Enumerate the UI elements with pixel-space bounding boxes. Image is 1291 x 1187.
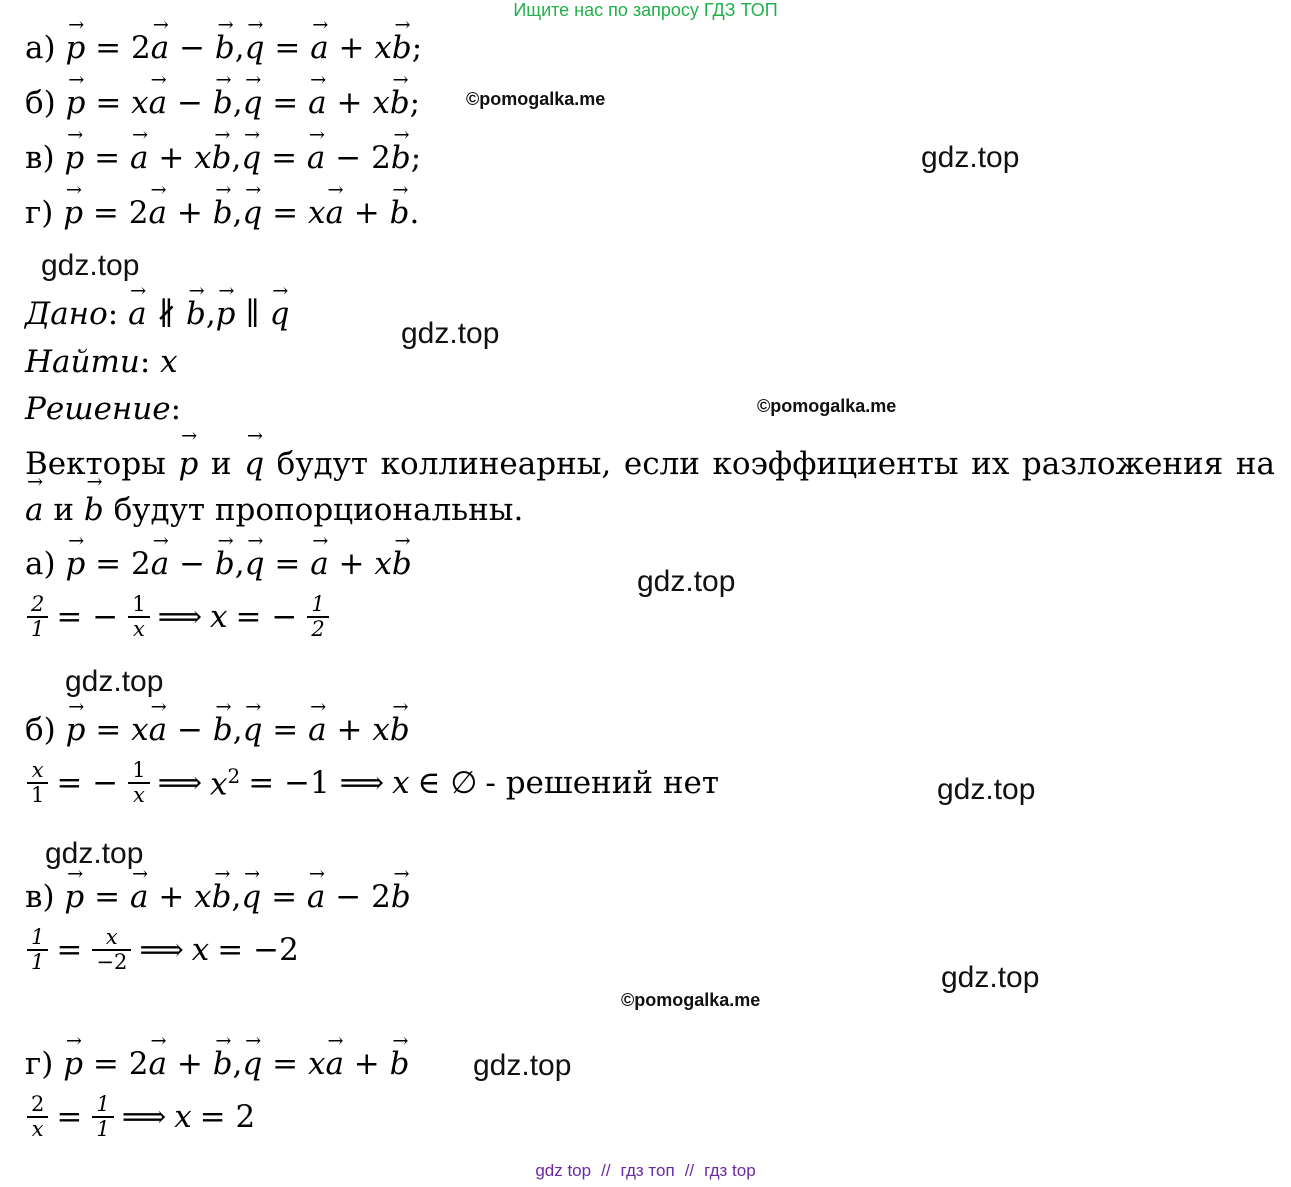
footer-link[interactable]: gdz top (535, 1161, 592, 1180)
paragraph-text: Векторы (25, 446, 166, 482)
footer-separator: // (684, 1161, 695, 1180)
solution-b-condition: б) p → = xa → − b →,q → = a → + xb → (25, 712, 410, 748)
find-line: Найти: x (25, 344, 178, 380)
condition-v-label: в) (25, 140, 55, 176)
pomogalka-watermark: ©pomogalka.me (466, 89, 606, 109)
gdz-watermark: gdz.top (65, 665, 164, 698)
solution-paragraph: Векторы p → и q → будут коллинеарны, если коэффициенты их разложения на a → и b → будут пропорциональны. (25, 441, 1275, 533)
footer-separator: // (601, 1161, 611, 1180)
solution-label: Решение (25, 391, 171, 427)
paragraph-text: и (53, 492, 75, 528)
gdz-watermark: gdz.top (41, 249, 140, 282)
gdz-watermark: gdz.top (921, 141, 1020, 174)
gdz-watermark: gdz.top (937, 773, 1036, 806)
footer-link[interactable]: гдз топ (620, 1161, 675, 1180)
gdz-watermark: gdz.top (637, 565, 736, 598)
find-label: Найти (25, 344, 140, 380)
gdz-watermark: gdz.top (401, 317, 500, 350)
solution-a-equation: $\frac{2}{1}$ = − $\frac{1}{x}$ ⟹ x = − $\frac{1}{2}$ (25, 593, 337, 641)
solution-g-condition: г) p → = 2a → + b →,q → = xa → + b → (25, 1046, 410, 1082)
solution-v-equation: $\frac{1}{1}$ = $\frac{x}{-2}$ ⟹ x = −2 (25, 926, 307, 974)
solution-a-label: а) (25, 546, 56, 582)
condition-v: в) p → = a → + xb →,q → = a → − 2b →; (25, 140, 421, 176)
solution-g-label: г) (25, 1046, 54, 1082)
gdz-watermark: gdz.top (45, 837, 144, 870)
condition-g: г) p → = 2a → + b →,q → = xa → + b →. (25, 195, 419, 231)
gdz-watermark: gdz.top (473, 1049, 572, 1082)
solution-b-label: б) (25, 712, 56, 748)
solution-v-label: в) (25, 879, 55, 915)
footer (0, 1161, 1291, 1181)
solution-b-equation: $\frac{x}{1}$ = − $\frac{1}{x}$ ⟹ $x^2$ = −1 ⟹ x ∈ ∅ - решений нет (25, 759, 727, 807)
paragraph-text: и (210, 446, 232, 482)
given-line: Дано: a → ∦ b →,p → ∥ q → (25, 296, 289, 332)
pomogalka-watermark: ©pomogalka.me (621, 990, 761, 1010)
footer-link[interactable]: гдз top (704, 1161, 756, 1180)
solution-v-condition: в) p → = a → + xb →,q → = a → − 2b → (25, 879, 411, 915)
condition-b-label: б) (25, 85, 56, 121)
top-banner: Ищите нас по запросу ГДЗ ТОП (513, 0, 778, 20)
condition-a: а) p → = 2a → − b →,q → = a → + xb →; (25, 30, 422, 66)
paragraph-text: будут коллинеарны, если коэффициенты их разложения на (276, 446, 1275, 482)
solution-g-equation: $\frac{2}{x}$ = $\frac{1}{1}$ ⟹ x = 2 (25, 1093, 263, 1141)
solution-a-condition: а) p → = 2a → − b →,q → = a → + xb → (25, 546, 412, 582)
paragraph-text: будут пропорциональны. (113, 492, 524, 528)
condition-a-label: а) (25, 30, 56, 66)
condition-b: б) p → = xa → − b →,q → = a → + xb →; (25, 85, 420, 121)
pomogalka-watermark: ©pomogalka.me (757, 396, 897, 416)
solution-line: Решение: (25, 391, 182, 427)
given-label: Дано (25, 296, 108, 332)
gdz-watermark: gdz.top (941, 961, 1040, 994)
condition-g-label: г) (25, 195, 54, 231)
no-solutions-text: - решений нет (485, 765, 720, 801)
